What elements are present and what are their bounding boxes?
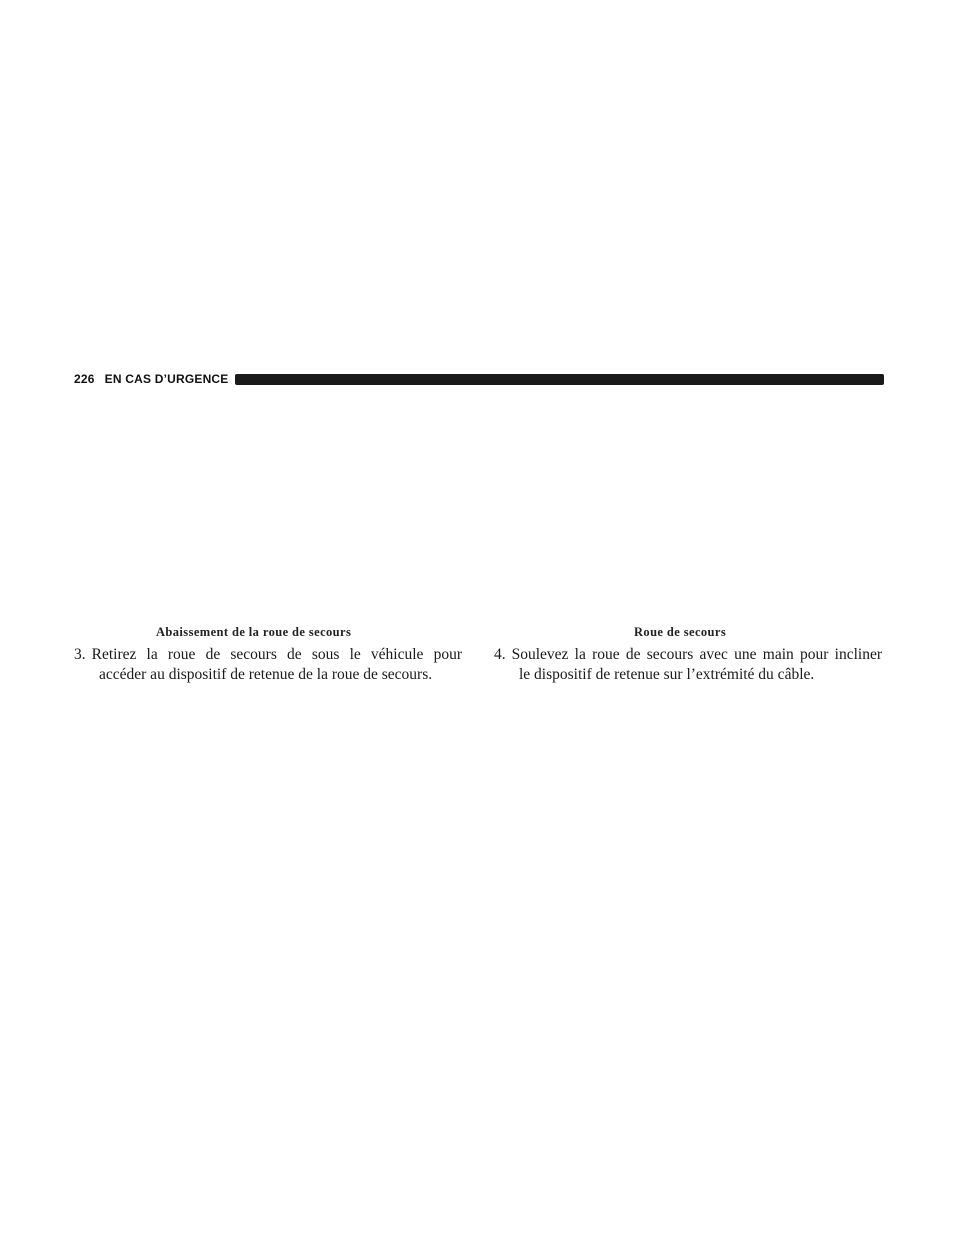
step-3-text-1: Retirez la roue de secours de sous le véhicule pour [91,646,462,663]
step-3-line-2: accéder au dispositif de retenue de la roue de secours. [99,666,433,683]
figure-caption-left: Abaissement de la roue de secours [156,625,352,639]
header-rule [235,374,884,385]
step-4 [494,645,882,685]
step-3-number: 3. [74,646,86,663]
section-title: EN CAS D’URGENCE [104,372,229,386]
step-4-line-1 [494,645,882,665]
figure-caption-right: Roue de secours [634,625,727,639]
step-4-line-2: le dispositif de retenue sur l’extrémité du câble. [519,666,815,683]
page-number: 226 [74,372,95,386]
step-4-text-1: Soulevez la roue de secours avec une main pour incliner [511,646,882,663]
page-header [74,370,884,388]
step-3 [74,645,462,685]
step-4-number: 4. [494,646,506,663]
step-3-line-1 [74,645,462,665]
